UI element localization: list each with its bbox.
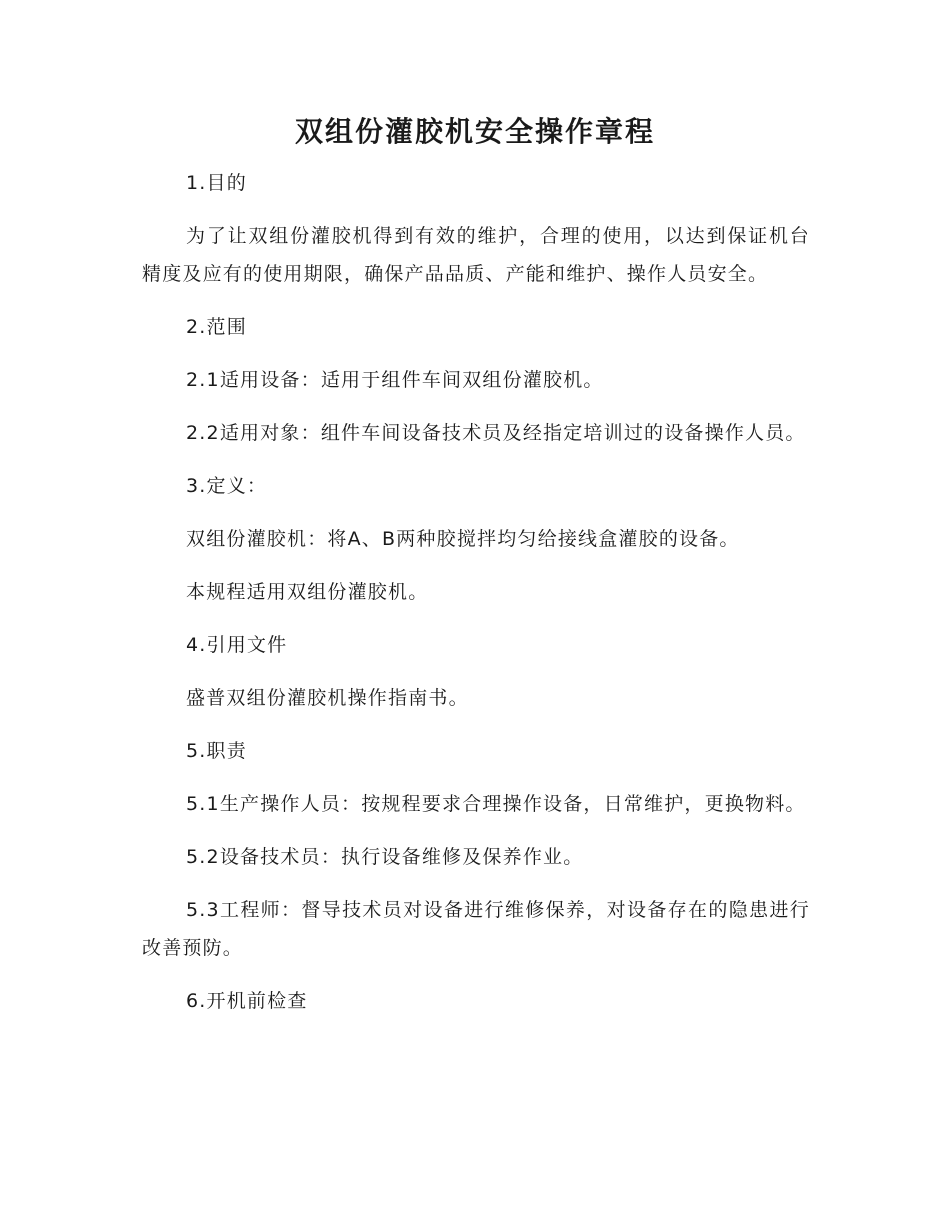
section-heading-definition: 3.定义： — [186, 475, 268, 497]
applicability-paragraph: 本规程适用双组份灌胶机。 — [186, 581, 429, 603]
scope-audience-paragraph: 2.2适用对象：组件车间设备技术员及经指定培训过的设备操作人员。 — [186, 422, 806, 444]
purpose-paragraph: 为了让双组份灌胶机得到有效的维护，合理的使用，以达到保证机台精度及应有的使用期限，确保产品品质、产能和维护、操作人员安全。 — [142, 225, 810, 285]
section-heading-prestart-check: 6.开机前检查 — [186, 990, 308, 1012]
scope-equipment-paragraph: 2.1适用设备：适用于组件车间双组份灌胶机。 — [186, 369, 604, 391]
document-title: 双组份灌胶机安全操作章程 — [294, 115, 655, 148]
section-heading-purpose: 1.目的 — [186, 172, 247, 194]
responsibility-operators-paragraph: 5.1生产操作人员：按规程要求合理操作设备，日常维护，更换物料。 — [186, 793, 806, 815]
section-heading-references: 4.引用文件 — [186, 634, 288, 656]
section-heading-scope: 2.范围 — [186, 316, 247, 338]
responsibility-technicians-paragraph: 5.2设备技术员：执行设备维修及保养作业。 — [186, 846, 584, 868]
document-body — [142, 164, 810, 1035]
responsibility-engineers-paragraph: 5.3工程师：督导技术员对设备进行维修保养，对设备存在的隐患进行改善预防。 — [142, 899, 810, 959]
definition-paragraph: 双组份灌胶机：将A、B两种胶搅拌均匀给接线盒灌胶的设备。 — [186, 528, 740, 550]
references-paragraph: 盛普双组份灌胶机操作指南书。 — [186, 687, 469, 709]
section-heading-responsibilities: 5.职责 — [186, 740, 247, 762]
